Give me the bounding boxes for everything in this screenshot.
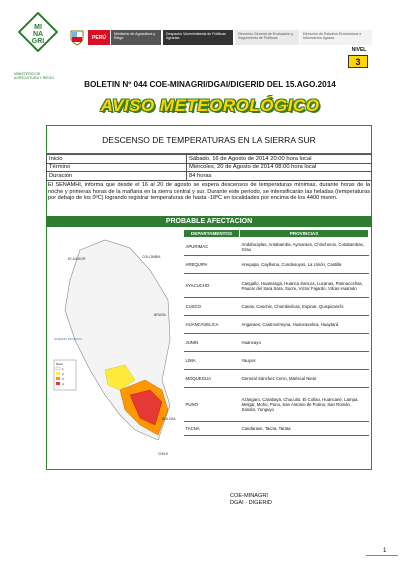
provinces-cell: Candarave, Tacna, Tarata bbox=[240, 422, 369, 436]
provinces-cell: Huancayo bbox=[240, 334, 369, 352]
col-provincias: PROVINCIAS bbox=[240, 230, 369, 238]
provinces-cell: Angaraes, Castrovirreyna, Huancavelica, Huaytará bbox=[240, 316, 369, 334]
table-row bbox=[184, 274, 369, 298]
probable-afectacion-header: PROBABLE AFECTACION bbox=[46, 216, 372, 227]
info-key: Duración bbox=[47, 172, 187, 181]
legend-value: 2 bbox=[62, 372, 64, 376]
info-value: Miércoles, 20 de Agosto de 2014 08:00 hora local bbox=[187, 163, 372, 172]
subtitle: DESCENSO DE TEMPERATURAS EN LA SIERRA SUR bbox=[46, 126, 372, 154]
minagri-diamond-icon bbox=[18, 12, 58, 52]
nivel-badge: 3 bbox=[348, 55, 368, 68]
signature-line-2: DGAI - DIGERID bbox=[230, 500, 272, 506]
map-label-colombia: COLOMBIA bbox=[142, 255, 161, 259]
provinces-cell: Arequipa, Caylloma, Condesuyos, La Unión, Castilla bbox=[240, 256, 369, 274]
provinces-cell: General Sánchez Cerro, Mariscal Nieto bbox=[240, 370, 369, 388]
signature-block bbox=[230, 493, 300, 507]
aviso-title: AVISO METEOROLÓGICO bbox=[100, 96, 320, 115]
provinces-cell: Azángaro, Carabaya, Chucuito, El Collao, Huancané, Lampa, Melgar, Moho, Puno, San Antonio de Putina, San Román, Sandia, Yunguyo bbox=[240, 388, 369, 422]
legend-value: 4 bbox=[62, 382, 64, 386]
table-row bbox=[184, 352, 369, 370]
table-header-row bbox=[184, 230, 369, 238]
provinces-cell: Cangallo, Huamanga, Huanca Sancos, Lucanas, Parinacochas, Paucar del Sara Sara, Sucre, Víctor Fajardo, Vilcas Huamán bbox=[240, 274, 369, 298]
map-label-chile: CHILE bbox=[158, 452, 169, 456]
info-row bbox=[47, 155, 372, 164]
provinces-cell: Canas, Canchis, Chumbivilcas, Espinar, Quispicanchi bbox=[240, 298, 369, 316]
table-row bbox=[184, 370, 369, 388]
gov-block-direction: Dirección General de Evaluación y Seguimiento de Políticas bbox=[235, 30, 299, 45]
department-cell: PUNO bbox=[184, 388, 240, 422]
gov-block-ministry: Ministerio de Agricultura y Riego bbox=[111, 30, 161, 45]
map-label-bolivia: BOLIVIA bbox=[162, 417, 176, 421]
map-label-ocean: OCÉANO PACÍFICO bbox=[54, 337, 82, 341]
provinces-cell: Andahuaylas, Antabamba, Aymaraes, Chincheros, Cotabambas, Grau bbox=[240, 238, 369, 256]
nivel-label: NIVEL bbox=[351, 47, 367, 53]
department-cell: TACNA bbox=[184, 422, 240, 436]
table-row bbox=[184, 238, 369, 256]
table-row bbox=[184, 422, 369, 436]
department-cell: AYACUCHO bbox=[184, 274, 240, 298]
info-value: 84 horas bbox=[187, 172, 372, 181]
department-cell: JUNIN bbox=[184, 334, 240, 352]
body-paragraph: El SENAMHI, informa que desde el 16 al 20 de agosto se espera descensos de temperaturas mínimas, durante horas de la noche y primeras horas de la mañana en la sierra central y sur. Durante este periodo, se intensificarán las heladas (temperaturas por debajo de los 0ºC) logrando registrar temperaturas de hasta -18ºC en localidades por encima de los 4400 msnm. bbox=[48, 182, 370, 202]
table-row bbox=[184, 334, 369, 352]
department-cell: APURIMAC bbox=[184, 238, 240, 256]
table-row bbox=[184, 316, 369, 334]
map-label-ecuador: ECUADOR bbox=[68, 257, 86, 261]
col-departamentos: DEPARTAMENTOS bbox=[184, 230, 240, 238]
legend-value: 3 bbox=[62, 377, 64, 381]
info-key: Término bbox=[47, 163, 187, 172]
peru-flag-label: PERÚ bbox=[88, 30, 110, 45]
coat-of-arms-icon bbox=[70, 30, 84, 46]
legend-value: 1 bbox=[62, 367, 64, 371]
info-row bbox=[47, 163, 372, 172]
logo-tagline: MINISTERIO DE AGRICULTURA Y RIEGO bbox=[14, 72, 55, 80]
info-key: Inicio bbox=[47, 155, 187, 164]
table-row bbox=[184, 388, 369, 422]
info-row bbox=[47, 172, 372, 181]
signature-line-1: COE-MINAGRI bbox=[230, 493, 268, 499]
map-legend bbox=[54, 360, 76, 390]
bulletin-title: BOLETIN Nº 044 COE-MINAGRI/DGAI/DIGERID DEL 15.AGO.2014 bbox=[84, 80, 336, 89]
map-label-brasil: BRASIL bbox=[154, 313, 167, 317]
departments-table bbox=[183, 229, 369, 436]
page-number-rule bbox=[366, 555, 398, 556]
department-cell: LIMA bbox=[184, 352, 240, 370]
info-table bbox=[46, 154, 372, 181]
department-cell: MOQUEGUA bbox=[184, 370, 240, 388]
table-row bbox=[184, 256, 369, 274]
department-cell: CUSCO bbox=[184, 298, 240, 316]
gov-block-vice: Despacho Viceministerial de Políticas Agrarias bbox=[163, 30, 233, 45]
page-number: 1 bbox=[383, 548, 387, 554]
svg-text:GRI: GRI bbox=[31, 38, 45, 45]
table-row bbox=[184, 298, 369, 316]
legend-title: Nivel bbox=[56, 362, 63, 366]
minagri-logo bbox=[14, 12, 62, 80]
department-cell: HUANCAVELICA bbox=[184, 316, 240, 334]
svg-text:MI: MI bbox=[34, 24, 42, 31]
provinces-cell: Yauyos bbox=[240, 352, 369, 370]
info-value: Sábado, 16 de Agosto de 2014 20:00 hora local bbox=[187, 155, 372, 164]
gov-block-studies: Dirección de Estudios Económicos e Información Agraria bbox=[300, 30, 372, 45]
svg-text:NA: NA bbox=[32, 31, 44, 38]
department-cell: AREQUIPA bbox=[184, 256, 240, 274]
peru-map bbox=[50, 230, 182, 468]
document-header bbox=[0, 0, 413, 82]
